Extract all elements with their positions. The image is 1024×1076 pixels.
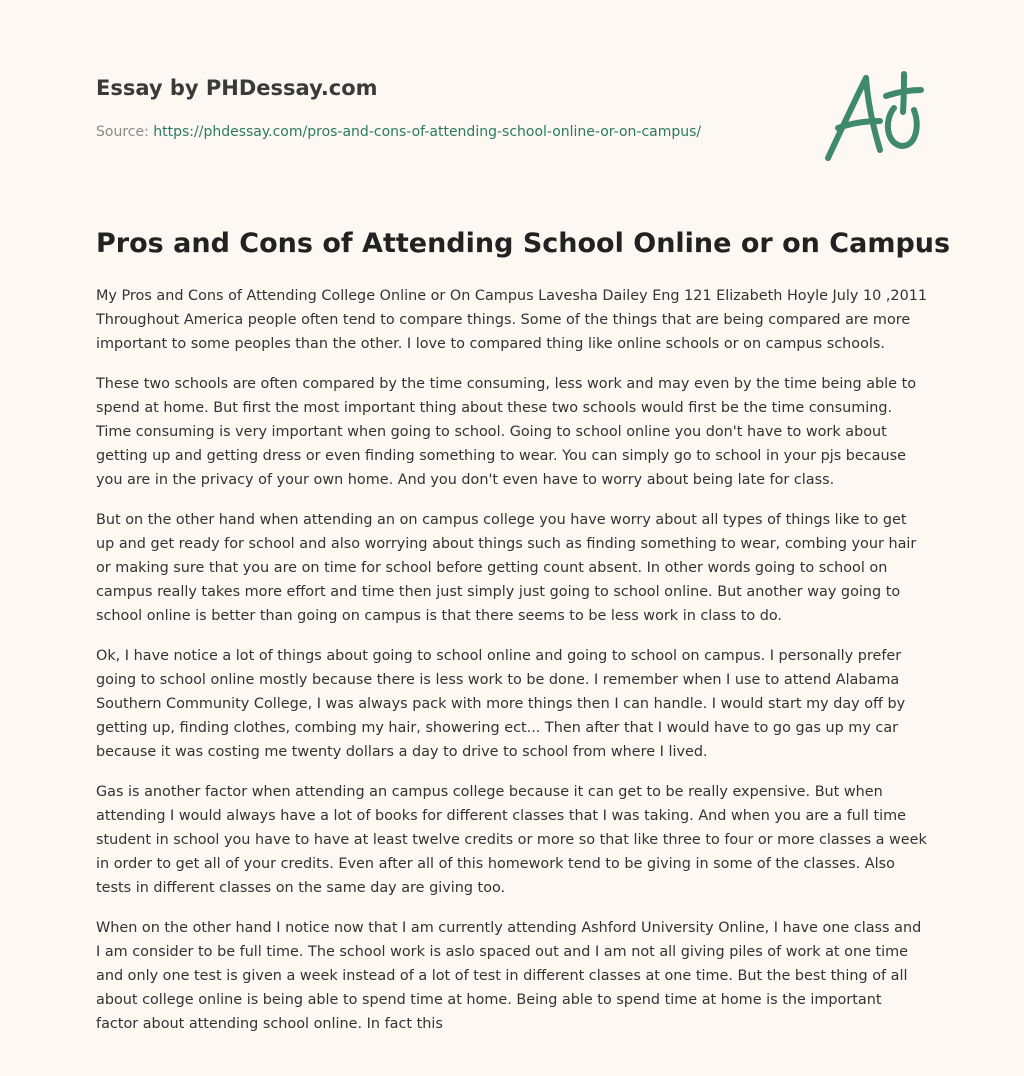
essay-paragraph: My Pros and Cons of Attending College Online or On Campus Lavesha Dailey Eng 121 Elizabeth Hoyle July 10 ,2011 Throughout America people often tend to compare things. Some of the things that are being compared are more important to some peoples than the other. I love to compared thing like online schools or on campus schools. [96,288,928,352]
essay-body [96,284,928,1052]
essay-paragraph: But on the other hand when attending an on campus college you have worry about all types of things like to get up and get ready for school and also worrying about things such as finding something to wear, combing your hair or making sure that you are on time for school before getting count absent. In other words going to school on campus really takes more effort and time then just simply just going to school online. But another way going to school online is better than going on campus is that there seems to be less work in class to do. [96,512,917,624]
site-brand: Essay by PHDessay.com [96,76,378,100]
essay-title: Pros and Cons of Attending School Online or on Campus [96,228,951,259]
essay-paragraph: When on the other hand I notice now that I am currently attending Ashford University Online, I have one class and I am consider to be full time. The school work is aslo spaced out and I am not all giving piles of work at one time and only one test is given a week instead of a lot of test in different classes at one time. But the best thing of all about college online is being able to spend time at home. Being able to spend time at home is the important factor about attending school online. In fact this [96,920,922,1032]
essay-paragraph: Ok, I have notice a lot of things about going to school online and going to school on campus. I personally prefer going to school online mostly because there is less work to be done. I remember when I use to attend Alabama Southern Community College, I was always pack with more things then I can handle. I would start my day off by getting up, finding clothes, combing my hair, showering ect... Then after that I would have to go gas up my car because it was costing me twenty dollars a day to drive to school from where I lived. [96,648,906,760]
source-line [96,124,701,140]
essay-paragraph: These two schools are often compared by the time consuming, less work and may even by the time being able to spend at home. But first the most important thing about these two schools would first be the time consuming. Time consuming is very important when going to school. Going to school online you don't have to work about getting up and getting dress or even finding something to wear. You can simply go to school in your pjs because you are in the privacy of your own home. And you don't even have to worry about being late for class. [96,376,917,488]
a-plus-icon [822,66,926,164]
source-label: Source: [96,124,149,140]
essay-paragraph: Gas is another factor when attending an campus college because it can get to be really expensive. But when attending I would always have a lot of books for different classes that I was taking. And when you are a full time student in school you have to have at least twelve credits or more so that like three to four or more classes a week in order to get all of your credits. Even after all of this homework tend to be giving in some of the classes. Also tests in different classes on the same day are giving too. [96,784,927,896]
source-link[interactable]: https://phdessay.com/pros-and-cons-of-attending-school-online-or-on-campus/ [153,124,702,140]
